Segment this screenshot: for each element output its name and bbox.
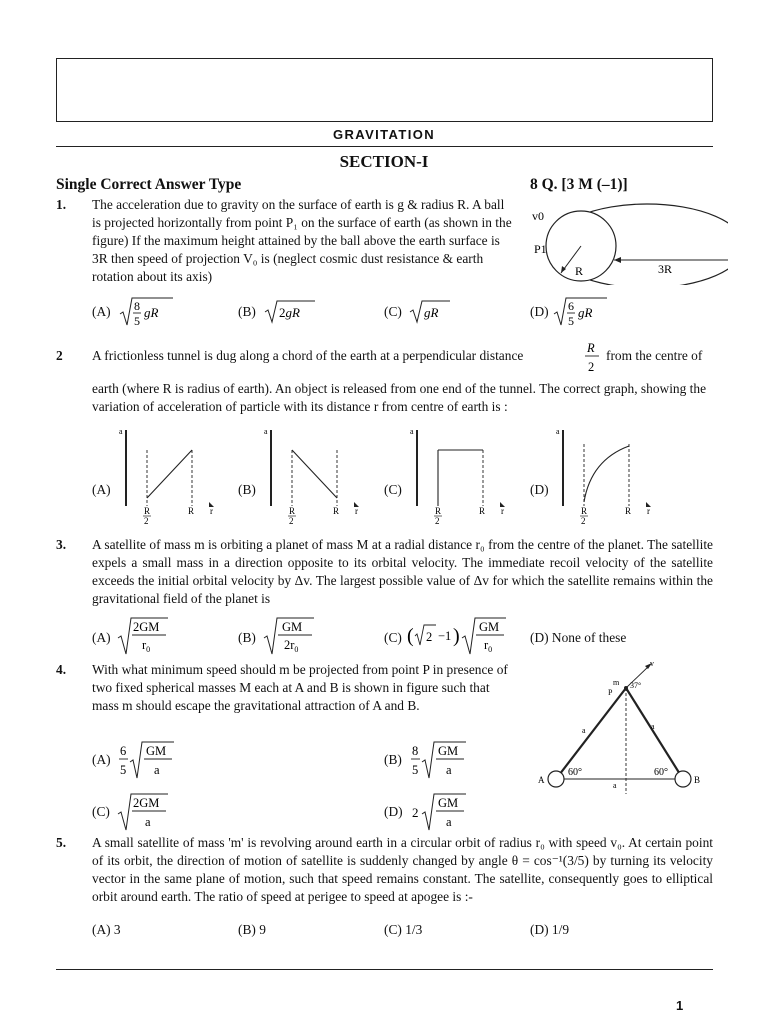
q2-text-a: A frictionless tunnel is dug along a chord of the earth at a perpendicular distance [92, 348, 524, 363]
q2-option-b-label[interactable]: (B) [238, 482, 256, 497]
svg-text:a: a [119, 427, 123, 436]
q5-number: 5. [56, 835, 67, 850]
svg-text:R: R [625, 506, 632, 516]
q1-text: The acceleration due to gravity on the surface of earth is g & radius R. A ball is projected horizontally from point P₁ on the surface of earth (as shown in the figure) If the maximum height attained by the ball above the earth surface is 3R then speed of projection V₀ is (neglect cosmic dust resistance & earth rotation about its axis) [92, 197, 512, 284]
q4-option-d-formula [410, 790, 472, 834]
q1-option-c-label: (C) [384, 304, 402, 319]
svg-text:R: R [587, 341, 595, 355]
q2-graph-b [263, 424, 363, 529]
q3-option-c-formula [406, 614, 516, 658]
q1-figure [528, 195, 728, 285]
q2-number: 2 [56, 348, 63, 363]
q1-3r-label: 3R [658, 262, 673, 276]
q4-p-label: P [608, 688, 613, 697]
svg-text:2: 2 [144, 516, 149, 526]
q4-side-right [626, 688, 683, 779]
svg-text:r: r [210, 506, 213, 516]
svg-text:gR: gR [424, 305, 439, 320]
q1-option-b-formula [263, 298, 323, 328]
svg-text:GM: GM [282, 620, 303, 634]
q2-option-a-label[interactable]: (A) [92, 482, 111, 497]
q2-text-c: earth (where R is radius of earth). An object is released from one end of the tunnel. The correct graph, showing the variation of acceleration of particle with its distance r from centre of earth is : [92, 381, 707, 414]
svg-text:R: R [289, 506, 296, 516]
q3-option-c-label: (C) [384, 630, 402, 645]
svg-text:a: a [556, 427, 560, 436]
q2-text-b: from the centre of [606, 348, 703, 363]
q5-option-b[interactable]: (B) 9 [238, 922, 266, 937]
q2-option-c-label[interactable]: (C) [384, 482, 402, 497]
header-rule [56, 146, 713, 147]
svg-text:gR: gR [144, 305, 159, 320]
q2-option-d-label[interactable]: (D) [530, 482, 549, 497]
q4-option-b-label: (B) [384, 752, 402, 767]
q3-option-a-label: (A) [92, 630, 111, 645]
svg-text:r: r [501, 506, 504, 516]
svg-text:r: r [355, 506, 358, 516]
svg-text:GM: GM [438, 744, 459, 758]
q4-37-label: 37° [630, 681, 642, 690]
q4-side-left [556, 688, 626, 779]
svg-text:2: 2 [581, 516, 586, 526]
svg-text:a: a [154, 763, 160, 777]
q5-option-c[interactable]: (C) 1/3 [384, 922, 423, 937]
svg-text:5: 5 [134, 314, 140, 328]
svg-text:): ) [453, 625, 460, 647]
q1-number: 1. [56, 197, 67, 212]
q4-base-a-label: a [613, 781, 617, 790]
svg-text:2: 2 [435, 516, 440, 526]
q4-v-label: v [650, 659, 654, 668]
q4-m-label: m [613, 678, 620, 687]
q4-B-label: B [694, 775, 701, 785]
q5-text: A small satellite of mass 'm' is revolving around earth in a circular orbit of radius r₀ with speed v₀. At certain point of its orbit, the direction of motion of satellite is suddenly changed by angle θ = cos⁻¹(3/5) by turning its velocity vector in the same plane of motion, such that speed remains constant. The satellite, consequently goes to elliptical orbit around earth. The ratio of speed at perigee to speed at apogee is :- [92, 835, 713, 904]
svg-text:R: R [479, 506, 486, 516]
svg-text:6: 6 [120, 744, 127, 758]
q1-v0-label: v0 [532, 209, 544, 223]
svg-text:2gR: 2gR [279, 305, 300, 320]
q3-option-a-formula [116, 614, 176, 658]
footer-rule [56, 969, 713, 970]
svg-text:2r0: $2r_0$ [284, 638, 299, 654]
q4-mass-a [548, 771, 564, 787]
q4-option-d-label: (D) [384, 804, 403, 819]
svg-text:gR: gR [578, 305, 593, 320]
q4-point-p [624, 686, 628, 690]
subject-title: GRAVITATION [332, 127, 436, 142]
marks-info: 8 Q. [3 M (–1)] [530, 176, 628, 193]
q1-option-a-label: (A) [92, 304, 111, 319]
header-box [56, 58, 713, 122]
q2-graph-c [409, 424, 509, 529]
q3-text: A satellite of mass m is orbiting a planet of mass M at a radial distance r₀ from the centre of the planet. The satellite expels a small mass in a direction opposite to its orbital velocity. The immediate recoil velocity of the satellite exceeds the initial orbital velocity by Δv. The largest possible value of Δv for which the satellite remains within the gravitational field of the planet is [92, 537, 713, 606]
q4-side-a-left-label: a [582, 726, 586, 735]
svg-text:8: 8 [134, 299, 140, 313]
q4-A-label: A [538, 775, 545, 785]
q2-fraction [584, 338, 602, 374]
q4-number: 4. [56, 662, 67, 677]
q2-graph-a [118, 424, 218, 529]
svg-text:R: R [333, 506, 340, 516]
svg-text:a: a [446, 763, 452, 777]
q5-option-a[interactable]: (A) 3 [92, 922, 121, 937]
svg-text:r: r [647, 506, 650, 516]
q4-option-c-label: (C) [92, 804, 110, 819]
svg-text:r0: $r_0$ [484, 638, 493, 654]
q4-option-a-label: (A) [92, 752, 111, 767]
svg-text:GM: GM [146, 744, 167, 758]
svg-text:5: 5 [412, 763, 419, 777]
svg-text:6: 6 [568, 299, 574, 313]
q3-option-b-formula [262, 614, 322, 658]
q4-angle-left-label: 60° [568, 767, 582, 778]
q4-mass-b [675, 771, 691, 787]
svg-text:2: 2 [588, 360, 595, 374]
q1-option-a-formula [118, 294, 178, 330]
q3-number: 3. [56, 537, 67, 552]
q1-r-label: R [575, 264, 584, 278]
svg-text:2GM: 2GM [133, 796, 160, 810]
svg-text:2: 2 [289, 516, 294, 526]
svg-text:R: R [435, 506, 442, 516]
svg-text:GM: GM [479, 620, 500, 634]
svg-text:(: ( [407, 625, 414, 647]
svg-text:a: a [410, 427, 414, 436]
section-title: SECTION-I [339, 152, 429, 171]
q1-option-c-formula [408, 298, 458, 328]
q4-side-a-right-label: a [651, 722, 655, 731]
q4-option-a-formula [118, 738, 188, 782]
svg-text:R: R [188, 506, 195, 516]
svg-text:R: R [581, 506, 588, 516]
page-number: 1 [676, 998, 684, 1013]
svg-text:a: a [145, 815, 151, 829]
q3-option-d[interactable]: (D) None of these [530, 630, 627, 645]
q2-graph-d [555, 424, 655, 529]
svg-text:2GM: 2GM [133, 620, 160, 634]
svg-text:R: R [144, 506, 151, 516]
q4-option-c-formula [116, 790, 178, 834]
svg-text:GM: GM [438, 796, 459, 810]
svg-text:5: 5 [568, 314, 574, 328]
q3-option-b-label: (B) [238, 630, 256, 645]
q4-figure [536, 658, 716, 796]
svg-text:5: 5 [120, 763, 127, 777]
svg-text:8: 8 [412, 744, 419, 758]
q5-option-d[interactable]: (D) 1/9 [530, 922, 570, 937]
q1-p1-label: P1 [534, 242, 547, 256]
svg-text:a: a [446, 815, 452, 829]
svg-text:2: 2 [412, 805, 419, 820]
svg-text:r0: $r_0$ [142, 638, 151, 654]
q1-option-d-formula [552, 294, 612, 330]
svg-text:2: 2 [426, 630, 433, 644]
q1-option-b-label: (B) [238, 304, 256, 319]
q4-option-b-formula [410, 738, 480, 782]
q1-height-arrow-left [614, 257, 621, 263]
svg-text:−1: −1 [438, 629, 452, 643]
q1-option-d-label: (D) [530, 304, 549, 319]
q4-angle-right-label: 60° [654, 767, 668, 778]
q4-text: With what minimum speed should m be projected from point P in presence of two fixed spherical masses M each at A and B is shown in figure such that mass m should escape the gravitational attraction of A and B. [92, 662, 508, 713]
answer-type: Single Correct Answer Type [56, 176, 242, 193]
svg-text:a: a [264, 427, 268, 436]
